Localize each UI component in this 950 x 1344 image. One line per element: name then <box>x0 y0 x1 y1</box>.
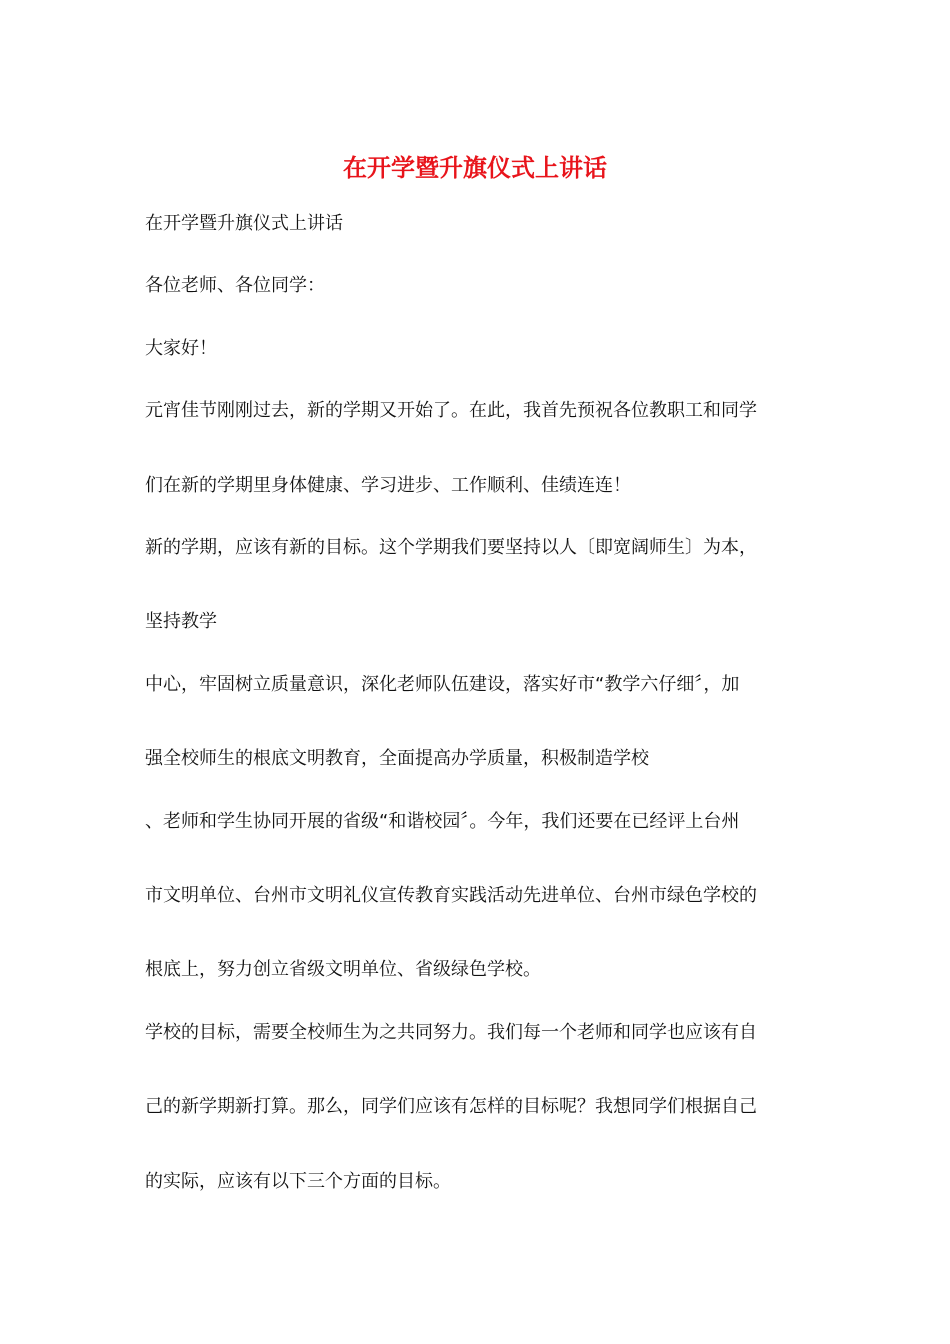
paragraph-line: 们在新的学期里身体健康、学习进步、工作顺利、佳绩连连！ <box>145 475 631 496</box>
paragraph-line: 中心，牢固树立质量意识，深化老师队伍建设，落实好市“教学六仔细〞，加 <box>145 674 740 695</box>
paragraph-line: 根底上，努力创立省级文明单位、省级绿色学校。 <box>145 959 541 980</box>
paragraph-line: 市文明单位、台州市文明礼仪宣传教育实践活动先进单位、台州市绿色学校的 <box>145 885 757 906</box>
paragraph-line: 各位老师、各位同学： <box>145 275 325 296</box>
paragraph-line: 己的新学期新打算。那么，同学们应该有怎样的目标呢？我想同学们根据自己 <box>145 1096 757 1117</box>
paragraph-line: 、老师和学生协同开展的省级“和谐校园〞。今年，我们还要在已经评上台州 <box>145 811 740 832</box>
paragraph-line: 大家好！ <box>145 338 217 359</box>
document-title: 在开学暨升旗仪式上讲话 <box>343 153 607 182</box>
paragraph-line: 元宵佳节刚刚过去，新的学期又开始了。在此，我首先预祝各位教职工和同学 <box>145 400 757 421</box>
paragraph-line: 强全校师生的根底文明教育，全面提高办学质量，积极制造学校 <box>145 748 649 769</box>
paragraph-line: 学校的目标，需要全校师生为之共同努力。我们每一个老师和同学也应该有自 <box>145 1022 757 1043</box>
paragraph-line: 坚持教学 <box>145 611 217 632</box>
paragraph-line: 新的学期，应该有新的目标。这个学期我们要坚持以人〔即宽阔师生〕为本， <box>145 537 757 558</box>
paragraph-line: 的实际，应该有以下三个方面的目标。 <box>145 1171 451 1192</box>
paragraph-line: 在开学暨升旗仪式上讲话 <box>145 213 343 234</box>
